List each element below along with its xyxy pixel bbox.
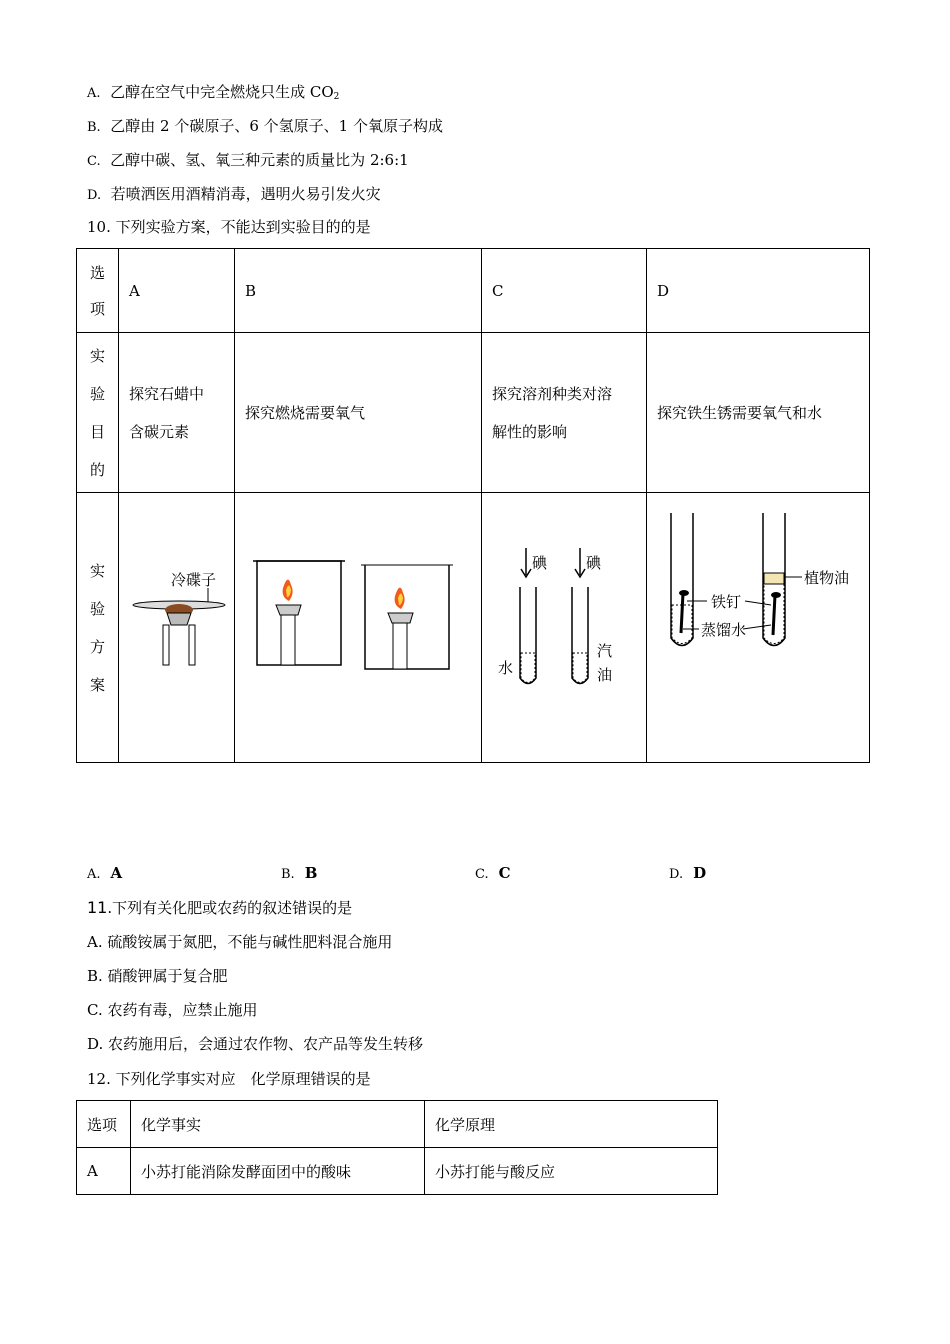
purpose-c: 探究溶剂种类对溶 解性的影响 <box>482 333 647 493</box>
scheme-d <box>647 493 870 763</box>
q10-answer-d: D. D <box>669 864 707 882</box>
vegetable-oil-layer <box>764 573 784 584</box>
q12-row <box>77 1148 718 1195</box>
q10-question: 10. 下列实验方案，不能达到实验目的的是 <box>87 218 371 236</box>
q12-header-principle: 化学原理 <box>425 1101 718 1148</box>
vegetable-oil-label: 植物油 <box>804 569 850 587</box>
q11-option-d: D. 农药施用后，会通过农作物、农产品等发生转移 <box>87 1035 424 1053</box>
q11-option-c: C. 农药有毒，应禁止施用 <box>87 1001 258 1019</box>
distilled-water-label: 蒸馏水 <box>701 621 747 639</box>
q10-answer-c: C. C <box>475 864 511 882</box>
cold-dish-label: 冷碟子 <box>171 571 217 589</box>
q12-table <box>76 1100 718 1195</box>
q10-table <box>76 248 870 763</box>
q11-option-a: A. 硫酸铵属于氮肥，不能与碱性肥料混合施用 <box>87 933 393 951</box>
row-header-option: 选项 <box>77 249 119 333</box>
purpose-b: 探究燃烧需要氧气 <box>235 333 482 493</box>
candles-in-beaker-diagram <box>235 493 481 758</box>
q10-answer-b: B. B <box>281 864 318 882</box>
test-tube-gasoline <box>572 587 588 684</box>
gasoline-label-1: 汽 <box>597 642 613 660</box>
iron-nail-1 <box>681 593 683 633</box>
purpose-d: 探究铁生锈需要氧气和水 <box>647 333 870 493</box>
iron-nail-2 <box>773 595 775 635</box>
iodine-solubility-diagram <box>482 493 646 758</box>
candle-flame-holder <box>167 613 191 625</box>
iron-nail-label: 铁钉 <box>711 593 742 611</box>
scheme-a <box>119 493 235 763</box>
q10-header-row <box>77 249 870 333</box>
row-header-scheme: 实验方案 <box>77 493 119 763</box>
cold-dish-over-candle-diagram <box>119 493 234 758</box>
purpose-a: 探究石蜡中 含碳元素 <box>119 333 235 493</box>
col-header-a: A <box>119 249 235 333</box>
q9-option-a: A. 乙醇在空气中完全燃烧只生成 $CO_2$ <box>87 83 340 102</box>
q12-row-option: A <box>77 1148 131 1195</box>
q12-row-fact: 小苏打能消除发酵面团中的酸味 <box>131 1148 425 1195</box>
col-header-c: C <box>482 249 647 333</box>
q9-option-b: B. 乙醇由 2 个碳原子、6 个氢原子、1 个氧原子构成 <box>87 117 443 135</box>
candle <box>281 615 295 665</box>
water-label: 水 <box>498 659 514 677</box>
iron-rusting-diagram <box>647 493 869 758</box>
q12-question: 12. 下列化学事实对应 化学原理错误的是 <box>87 1070 371 1088</box>
q12-header-option: 选项 <box>77 1101 131 1148</box>
q9-option-d: D. 若喷洒医用酒精消毒，遇明火易引发火灾 <box>87 185 381 203</box>
scheme-c <box>482 493 647 763</box>
q10-answer-a: A. A <box>87 864 123 882</box>
q10-scheme-row <box>77 493 870 763</box>
q11-option-b: B. 硝酸钾属于复合肥 <box>87 967 228 985</box>
row-header-purpose: 实验目的 <box>77 333 119 493</box>
test-tube-water <box>520 587 536 684</box>
iodine-label-2: 碘 <box>586 554 602 572</box>
iodine-label-1: 碘 <box>532 554 548 572</box>
scheme-b <box>235 493 482 763</box>
col-header-d: D <box>647 249 870 333</box>
candle <box>393 623 407 669</box>
q12-header-fact: 化学事实 <box>131 1101 425 1148</box>
q12-header-row <box>77 1101 718 1148</box>
q10-purpose-row <box>77 333 870 493</box>
gasoline-label-2: 油 <box>597 666 613 684</box>
q12-row-principle: 小苏打能与酸反应 <box>425 1148 718 1195</box>
col-header-b: B <box>235 249 482 333</box>
q9-option-c: C. 乙醇中碳、氢、氧三种元素的质量比为 2:6:1 <box>87 151 409 169</box>
q11-question: 11.下列有关化肥或农药的叙述错误的是 <box>87 898 353 917</box>
